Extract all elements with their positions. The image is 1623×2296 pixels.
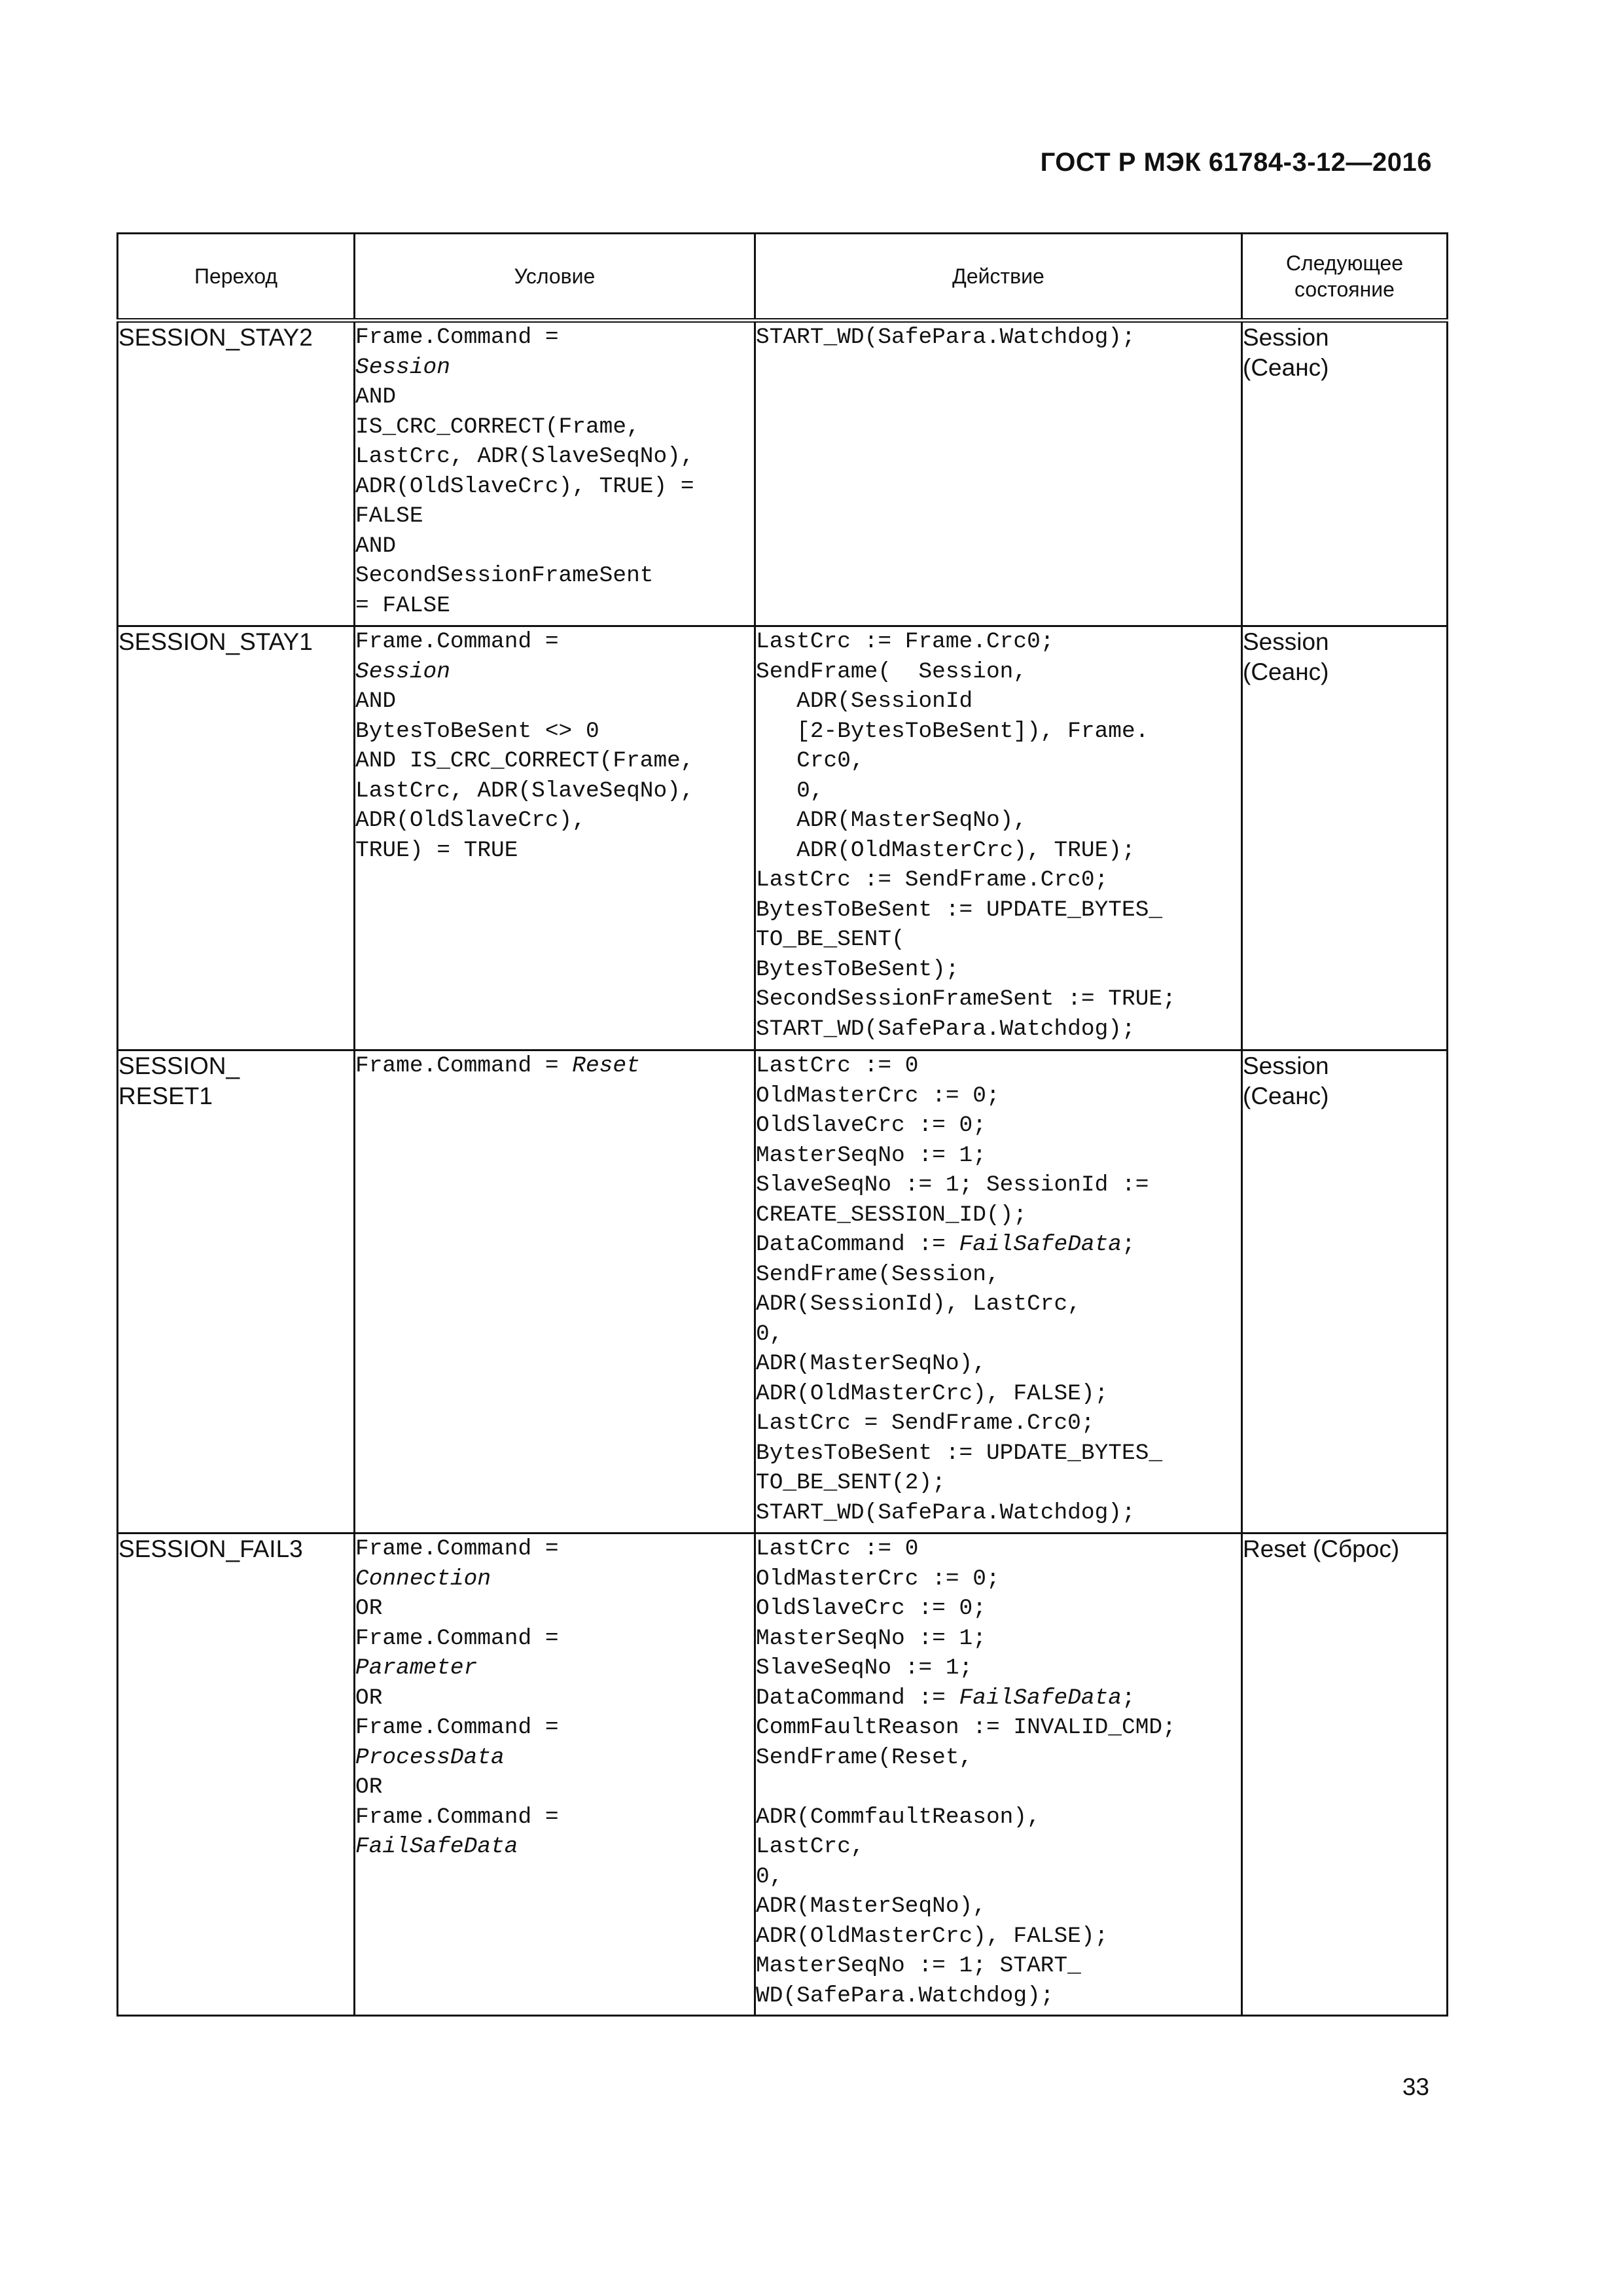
code-text: DataCommand :=: [756, 1685, 959, 1711]
code-line: Frame.Command =: [355, 1715, 559, 1740]
code-line: Frame.Command =: [355, 629, 559, 655]
transition-cell: SESSION_STAY1: [118, 626, 355, 1050]
next-state-line: Session: [1243, 324, 1329, 351]
code-line: ADR(OldMasterCrc), TRUE);: [756, 837, 1135, 863]
code-line: SecondSessionFrameSent: [355, 563, 654, 588]
code-line: ADR(OldMasterCrc), FALSE);: [756, 1380, 1109, 1407]
code-line: 0,: [756, 778, 824, 804]
code-line: [756, 1683, 1241, 1713]
code-line: [355, 1051, 754, 1081]
code-line: Session: [355, 354, 450, 380]
code-line: Session: [355, 658, 450, 685]
code-text: ;: [1122, 1232, 1135, 1257]
code-line: ADR(SessionId: [756, 689, 973, 714]
code-line: 0,: [756, 1321, 783, 1347]
code-line: [756, 1772, 1241, 1803]
code-line: ADR(MasterSeqNo),: [756, 808, 1027, 833]
code-line: LastCrc := SendFrame.Crc0;: [756, 867, 1109, 893]
state-transition-table: [116, 232, 1448, 2017]
code-line: OR: [355, 1685, 383, 1711]
next-state-line: Reset (Сброс): [1243, 1535, 1400, 1562]
code-line: LastCrc := 0: [756, 1053, 919, 1079]
code-line: Connection: [355, 1566, 491, 1592]
code-line: SendFrame( Session,: [756, 658, 1027, 685]
transition-cell: SESSION_FAIL3: [118, 1534, 355, 2016]
code-line: ADR(CommfaultReason),: [756, 1804, 1041, 1830]
code-line: ADR(OldSlaveCrc), TRUE) =: [355, 473, 694, 499]
action-cell: [755, 1050, 1242, 1534]
code-line: LastCrc,: [756, 1834, 865, 1859]
code-line: WD(SafePara.Watchdog);: [756, 1982, 1054, 2009]
code-line: ADR(MasterSeqNo),: [756, 1893, 986, 1919]
condition-cell: [355, 1534, 755, 2016]
code-text: DataCommand :=: [756, 1232, 959, 1257]
code-keyword: FailSafeData: [959, 1232, 1122, 1257]
code-line: MasterSeqNo := 1;: [756, 1142, 986, 1168]
code-line: START_WD(SafePara.Watchdog);: [756, 1499, 1135, 1526]
code-line: TO_BE_SENT(2);: [756, 1470, 946, 1496]
code-keyword: FailSafeData: [959, 1685, 1122, 1711]
code-line: Frame.Command =: [355, 1625, 559, 1651]
code-line: OldSlaveCrc := 0;: [756, 1596, 986, 1621]
code-line: IS_CRC_CORRECT(Frame,: [355, 414, 640, 440]
document-header: ГОСТ Р МЭК 61784-3-12—2016: [1040, 148, 1432, 177]
column-header-condition: Условие: [355, 234, 755, 321]
condition-cell: [355, 626, 755, 1050]
code-line: LastCrc, ADR(SlaveSeqNo),: [355, 778, 694, 804]
code-line: AND: [355, 689, 397, 714]
next-state-line: (Сеанс): [1243, 354, 1329, 381]
code-line: AND: [355, 384, 397, 410]
code-line: Frame.Command =: [355, 1536, 559, 1562]
code-line: SlaveSeqNo := 1;: [756, 1655, 973, 1681]
code-line: ADR(OldMasterCrc), FALSE);: [756, 1923, 1109, 1949]
next-state-cell: [1242, 1534, 1448, 2016]
code-line: LastCrc := 0: [756, 1536, 919, 1562]
next-state-cell: [1242, 321, 1448, 626]
code-line: Frame.Command =: [355, 1804, 559, 1830]
code-line: AND IS_CRC_CORRECT(Frame,: [355, 748, 694, 774]
code-line: FALSE: [355, 503, 423, 529]
code-line: ADR(OldSlaveCrc),: [355, 808, 586, 833]
code-line: BytesToBeSent := UPDATE_BYTES_: [756, 1440, 1163, 1466]
code-line: CREATE_SESSION_ID();: [756, 1202, 1027, 1228]
code-line: Parameter: [355, 1655, 478, 1681]
table-row: [118, 1050, 1448, 1534]
code-text: ;: [1122, 1685, 1135, 1711]
code-line: TRUE) = TRUE: [355, 837, 518, 863]
code-line: SendFrame(Session,: [756, 1261, 1000, 1287]
table-row: [118, 626, 1448, 1050]
table-header-row: [118, 234, 1448, 321]
code-line: Crc0,: [756, 748, 865, 774]
code-line: MasterSeqNo := 1;: [756, 1625, 986, 1651]
code-line: OldMasterCrc := 0;: [756, 1566, 1000, 1592]
code-line: BytesToBeSent := UPDATE_BYTES_: [756, 897, 1163, 923]
code-line: BytesToBeSent <> 0: [355, 718, 599, 744]
code-line: MasterSeqNo := 1; START_: [756, 1953, 1081, 1979]
code-line: Frame.Command =: [355, 325, 559, 350]
condition-cell: [355, 1050, 755, 1534]
code-line: SendFrame(Reset,: [756, 1744, 973, 1770]
column-header-next-state: Следующее состояние: [1242, 234, 1448, 321]
code-text: Frame.Command =: [355, 1053, 573, 1079]
table-row: [118, 321, 1448, 626]
next-state-line: (Сеанс): [1243, 658, 1329, 685]
code-line: CommFaultReason := INVALID_CMD;: [756, 1715, 1176, 1740]
action-cell: [755, 321, 1242, 626]
code-line: OR: [355, 1596, 383, 1621]
code-line: 0,: [756, 1863, 783, 1890]
action-cell: [755, 626, 1242, 1050]
code-line: LastCrc := Frame.Crc0;: [756, 629, 1054, 655]
code-line: LastCrc = SendFrame.Crc0;: [756, 1410, 1095, 1436]
code-line: = FALSE: [355, 592, 450, 619]
code-line: ADR(MasterSeqNo),: [756, 1351, 986, 1376]
code-keyword: Reset: [572, 1053, 640, 1079]
table-row: [118, 1534, 1448, 2016]
code-line: [756, 1230, 1241, 1260]
condition-cell: [355, 321, 755, 626]
code-line: TO_BE_SENT(: [756, 927, 905, 952]
code-line: AND: [355, 533, 397, 559]
transition-cell: SESSION_ RESET1: [118, 1050, 355, 1534]
code-line: START_WD(SafePara.Watchdog);: [756, 325, 1135, 350]
code-line: BytesToBeSent);: [756, 956, 959, 982]
next-state-cell: [1242, 1050, 1448, 1534]
column-header-transition: Переход: [118, 234, 355, 321]
code-line: SecondSessionFrameSent := TRUE;: [756, 986, 1176, 1012]
page-number: 33: [1402, 2073, 1429, 2100]
code-line: OldMasterCrc := 0;: [756, 1083, 1000, 1109]
transition-cell: SESSION_STAY2: [118, 321, 355, 626]
code-line: START_WD(SafePara.Watchdog);: [756, 1016, 1135, 1042]
code-line: ADR(SessionId), LastCrc,: [756, 1291, 1081, 1317]
code-line: SlaveSeqNo := 1; SessionId :=: [756, 1172, 1149, 1198]
code-line: OR: [355, 1774, 383, 1800]
column-header-action: Действие: [755, 234, 1242, 321]
next-state-line: Session: [1243, 1052, 1329, 1079]
action-cell: [755, 1534, 1242, 2016]
next-state-cell: [1242, 626, 1448, 1050]
code-line: OldSlaveCrc := 0;: [756, 1113, 986, 1138]
code-line: FailSafeData: [355, 1834, 518, 1859]
next-state-line: (Сеанс): [1243, 1083, 1329, 1109]
next-state-line: Session: [1243, 628, 1329, 655]
code-line: LastCrc, ADR(SlaveSeqNo),: [355, 444, 694, 469]
code-line: [2-BytesToBeSent]), Frame.: [756, 718, 1149, 744]
code-line: ProcessData: [355, 1744, 505, 1770]
